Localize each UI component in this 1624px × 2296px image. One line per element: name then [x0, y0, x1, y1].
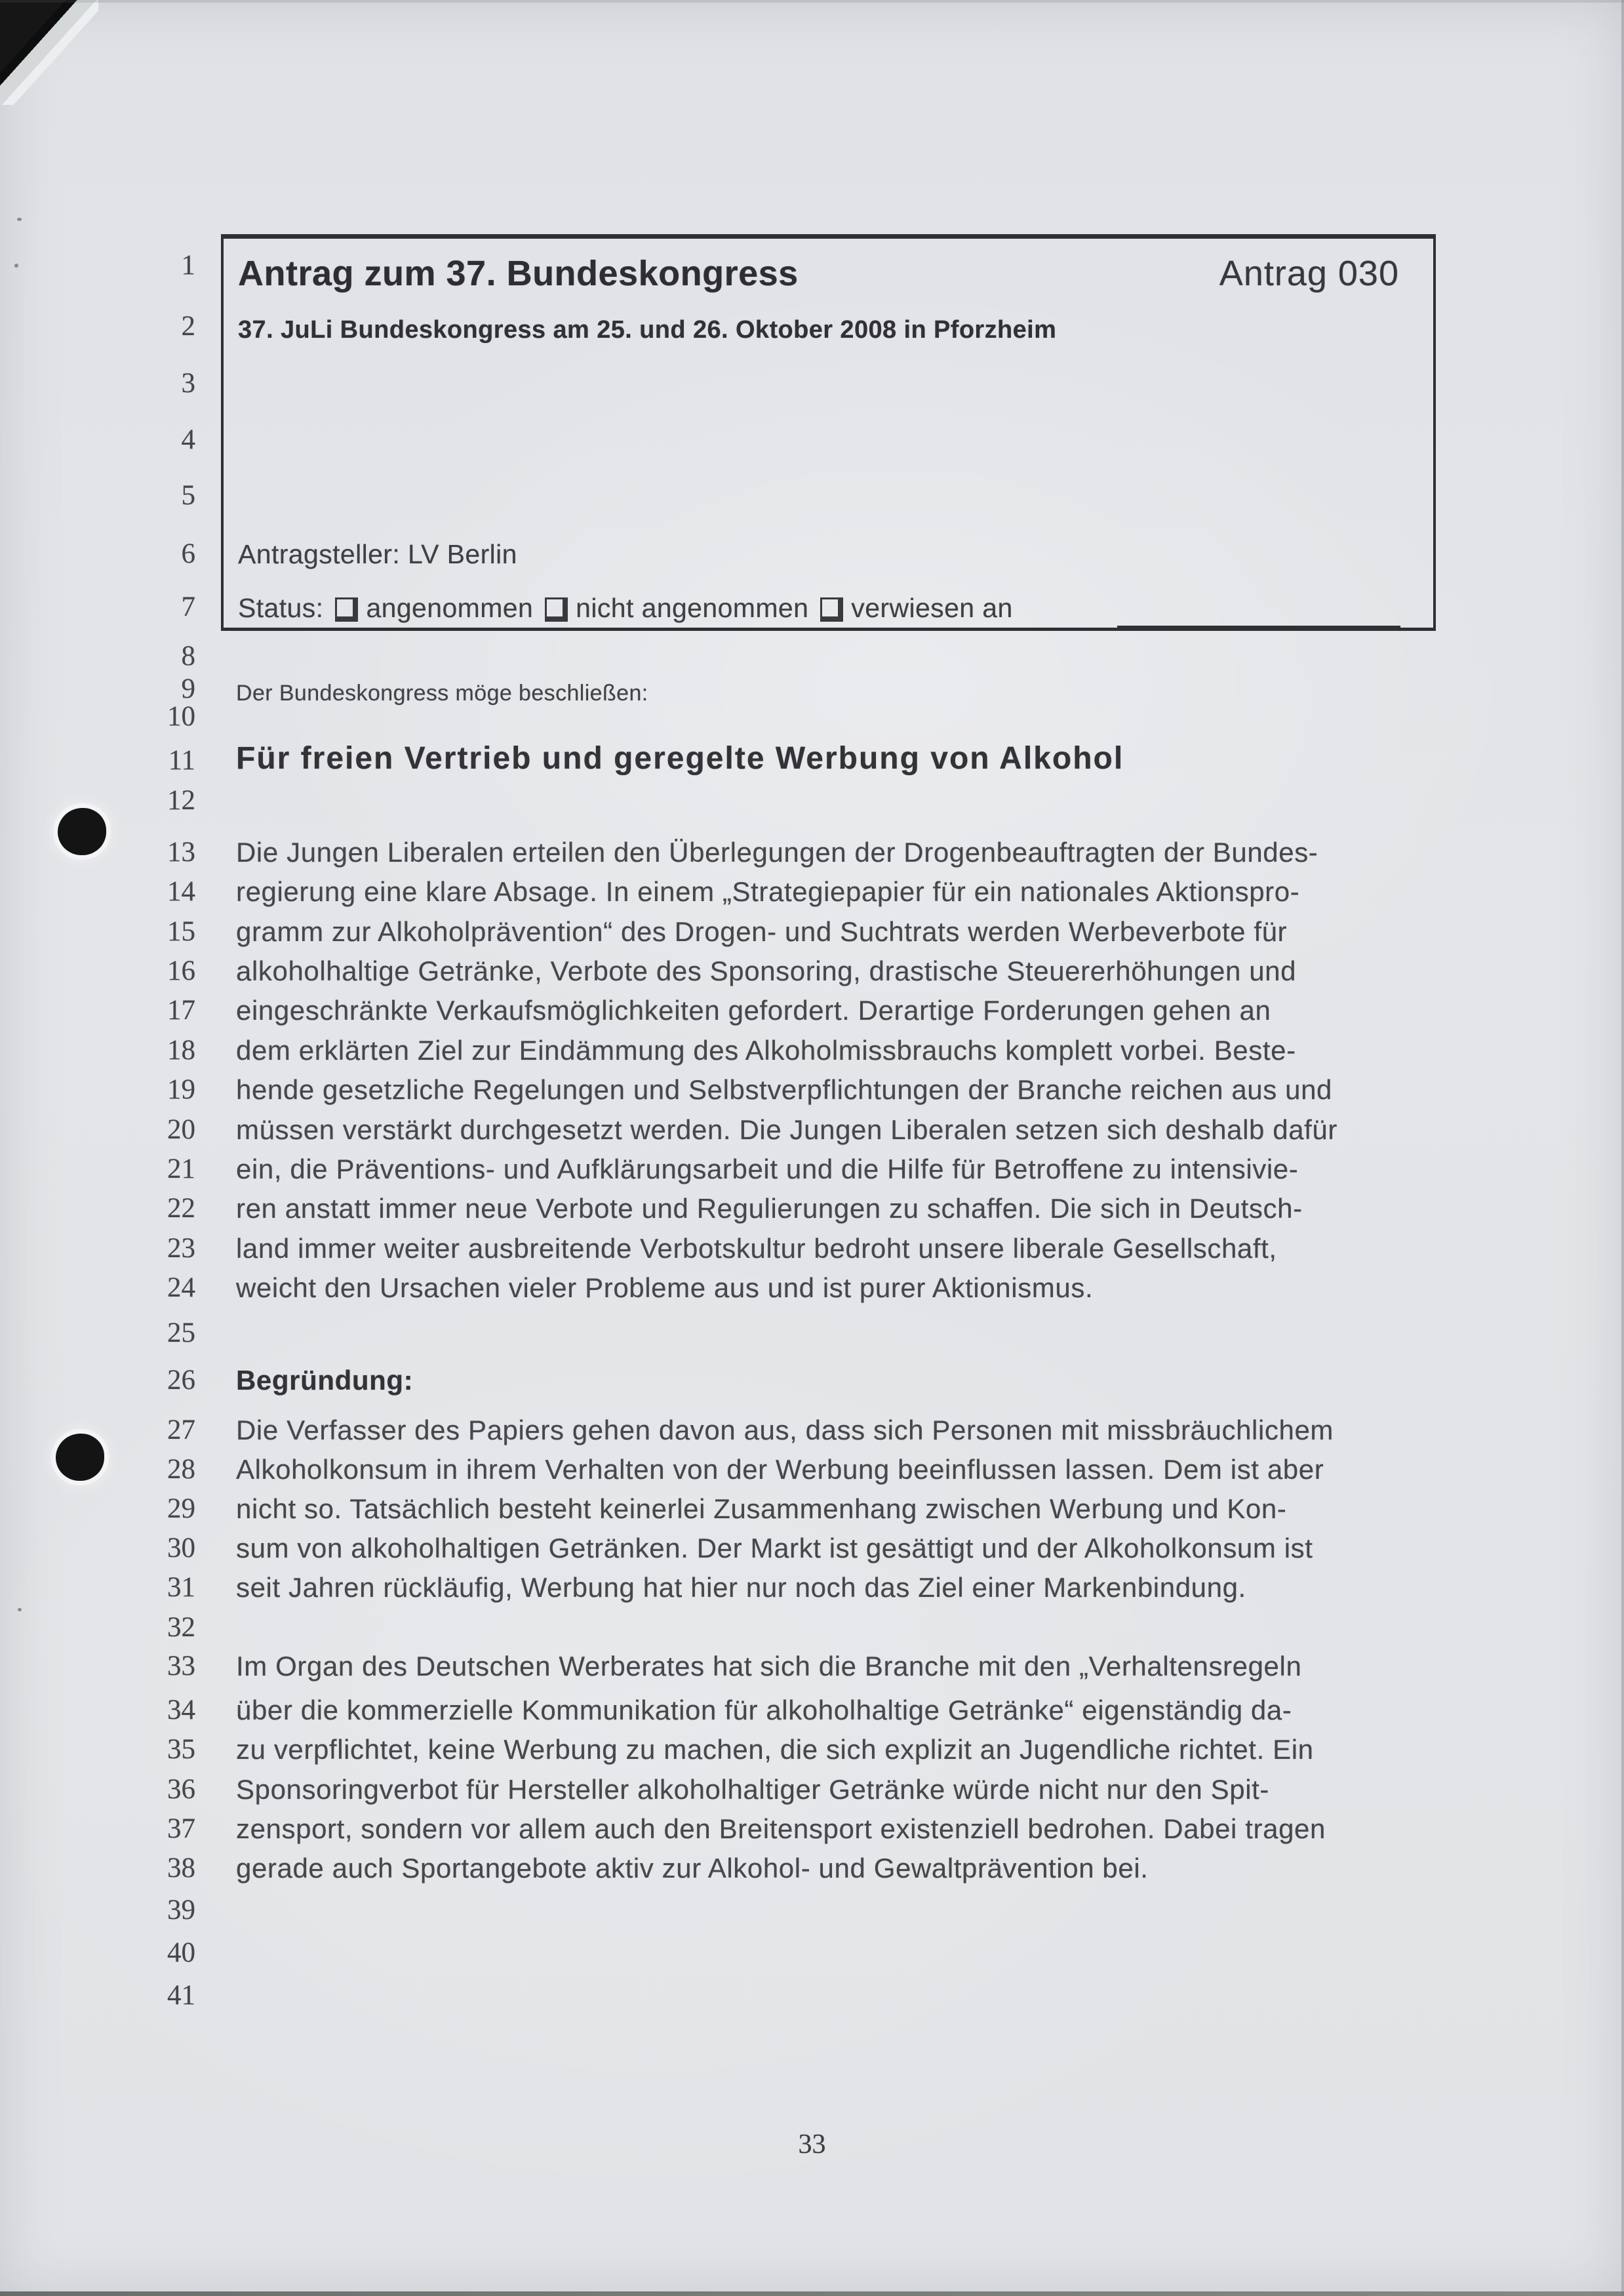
line-number-24: 24: [167, 1272, 195, 1303]
line-number-3: 3: [181, 368, 195, 399]
line-number-8: 8: [181, 641, 195, 672]
hole-punch-top: [58, 808, 106, 855]
hole-punch-bottom: [56, 1434, 104, 1481]
scan-edge-top: [0, 0, 1624, 3]
line-number-7: 7: [181, 592, 195, 622]
line-number-37: 37: [167, 1813, 195, 1844]
line-number-9: 9: [181, 674, 195, 704]
body-text-line: zu verpflichtet, keine Werbung zu machen, die sich explizit an Jugendliche richtet. Ein: [236, 1734, 1314, 1765]
line-number-31: 31: [167, 1572, 195, 1603]
line-number-33: 33: [167, 1651, 195, 1682]
body-text-line: Alkoholkonsum in ihrem Verhalten von der Werbung beeinflussen lassen. Dem ist aber: [236, 1454, 1324, 1485]
line-number-4: 4: [181, 424, 195, 455]
status-label: Status:: [238, 593, 324, 623]
body-text-line: sum von alkoholhaltigen Getränken. Der Markt ist gesättigt und der Alkoholkonsum ist: [236, 1533, 1313, 1563]
line-number-14: 14: [167, 876, 195, 907]
page-number: 33: [798, 2129, 826, 2160]
line-number-1: 1: [181, 250, 195, 281]
line-number-17: 17: [167, 995, 195, 1026]
folded-corner: [0, 0, 98, 105]
body-text-line: gerade auch Sportangebote aktiv zur Alkohol- und Gewaltprävention bei.: [236, 1853, 1149, 1883]
checkbox-angenommen: [335, 597, 358, 622]
line-number-13: 13: [167, 837, 195, 868]
scan-speck: [17, 218, 22, 221]
line-number-15: 15: [167, 916, 195, 947]
line-number-16: 16: [167, 956, 195, 986]
scan-speck: [14, 264, 18, 268]
antragsteller-line: Antragsteller: LV Berlin: [238, 539, 517, 569]
line-number-34: 34: [167, 1695, 195, 1725]
line-number-22: 22: [167, 1193, 195, 1224]
body-text-line: Die Verfasser des Papiers gehen davon aus, dass sich Personen mit missbräuchlichem: [236, 1415, 1334, 1445]
body-text-line: land immer weiter ausbreitende Verbotskultur bedroht unsere liberale Gesellschaft,: [236, 1233, 1277, 1264]
line-number-20: 20: [167, 1114, 195, 1145]
body-text-line: Die Jungen Liberalen erteilen den Überlegungen der Drogenbeauftragten der Bundes-: [236, 837, 1318, 868]
antrag-header-box: [221, 234, 1436, 631]
body-text-line: müssen verstärkt durchgesetzt werden. Die Jungen Liberalen setzen sich deshalb dafür: [236, 1114, 1337, 1145]
line-number-23: 23: [167, 1233, 195, 1264]
document-title: Antrag zum 37. Bundeskongress: [238, 254, 799, 293]
body-text-line: eingeschränkte Verkaufsmöglichkeiten gefordert. Derartige Forderungen gehen an: [236, 995, 1271, 1026]
body-text-line: ren anstatt immer neue Verbote und Regulierungen zu schaffen. Die sich in Deutsch-: [236, 1193, 1303, 1224]
body-text-line: alkoholhaltige Getränke, Verbote des Sponsoring, drastische Steuererhöhungen und: [236, 956, 1297, 986]
body-text-line: gramm zur Alkoholprävention“ des Drogen- und Suchtrats werden Werbeverbote für: [236, 916, 1288, 947]
body-text-line: nicht so. Tatsächlich besteht keinerlei Zusammenhang zwischen Werbung und Kon-: [236, 1493, 1287, 1524]
line-number-6: 6: [181, 538, 195, 569]
congress-subtitle: 37. JuLi Bundeskongress am 25. und 26. Oktober 2008 in Pforzheim: [238, 316, 1057, 344]
body-text-line: dem erklärten Ziel zur Eindämmung des Alkoholmissbrauchs komplett vorbei. Beste-: [236, 1035, 1296, 1066]
line-number-21: 21: [167, 1154, 195, 1184]
line-number-30: 30: [167, 1533, 195, 1563]
body-text-line: seit Jahren rückläufig, Werbung hat hier nur noch das Ziel einer Markenbindung.: [236, 1572, 1246, 1603]
scan-edge-right: [1621, 0, 1624, 2296]
antrag-number: Antrag 030: [1219, 254, 1399, 293]
line-number-5: 5: [181, 480, 195, 511]
line-number-41: 41: [167, 1980, 195, 2011]
line-number-18: 18: [167, 1035, 195, 1066]
checkbox-verwiesen-an: [820, 597, 843, 622]
intro-line: Der Bundeskongress möge beschließen:: [236, 681, 648, 706]
line-number-36: 36: [167, 1774, 195, 1805]
body-text-line: weicht den Ursachen vieler Probleme aus und ist purer Aktionismus.: [236, 1272, 1094, 1303]
line-number-40: 40: [167, 1937, 195, 1968]
line-number-28: 28: [167, 1454, 195, 1485]
body-text-line: regierung eine klare Absage. In einem „Strategiepapier für ein nationales Aktionspro-: [236, 876, 1300, 907]
status-option-nicht-angenommen: nicht angenommen: [576, 593, 809, 623]
motion-title: Für freien Vertrieb und geregelte Werbung von Alkohol: [236, 741, 1124, 776]
line-number-29: 29: [167, 1493, 195, 1524]
line-number-12: 12: [167, 785, 195, 816]
status-blank-line: [1117, 626, 1400, 629]
checkbox-nicht-angenommen: [545, 597, 568, 622]
line-number-26: 26: [167, 1365, 195, 1396]
line-number-27: 27: [167, 1415, 195, 1445]
line-number-19: 19: [167, 1074, 195, 1105]
line-number-39: 39: [167, 1895, 195, 1925]
line-number-32: 32: [167, 1612, 195, 1643]
line-number-2: 2: [181, 311, 195, 342]
body-text-line: zensport, sondern vor allem auch den Breitensport existenziell bedrohen. Dabei tragen: [236, 1813, 1326, 1844]
header-title-row: [238, 253, 1399, 294]
line-number-25: 25: [167, 1318, 195, 1348]
body-text-line: ein, die Präventions- und Aufklärungsarbeit und die Hilfe für Betroffene zu intensivie-: [236, 1154, 1299, 1184]
body-text-line: Im Organ des Deutschen Werberates hat sich die Branche mit den „Verhaltensregeln: [236, 1651, 1302, 1682]
body-text-line: über die kommerzielle Kommunikation für alkoholhaltige Getränke“ eigenständig da-: [236, 1695, 1292, 1725]
status-line: [238, 593, 1013, 624]
line-number-38: 38: [167, 1853, 195, 1883]
scan-edge-bottom: [0, 2291, 1624, 2296]
status-option-verwiesen-an: verwiesen an: [851, 593, 1013, 623]
begruendung-label: Begründung:: [236, 1365, 414, 1396]
scan-speck: [18, 1608, 22, 1611]
body-text-line: Sponsoringverbot für Hersteller alkoholhaltiger Getränke würde nicht nur den Spit-: [236, 1774, 1270, 1805]
status-option-angenommen: angenommen: [366, 593, 534, 623]
line-number-11: 11: [168, 745, 195, 776]
line-number-35: 35: [167, 1734, 195, 1765]
line-number-10: 10: [167, 701, 195, 732]
body-text-line: hende gesetzliche Regelungen und Selbstverpflichtungen der Branche reichen aus und: [236, 1074, 1333, 1105]
